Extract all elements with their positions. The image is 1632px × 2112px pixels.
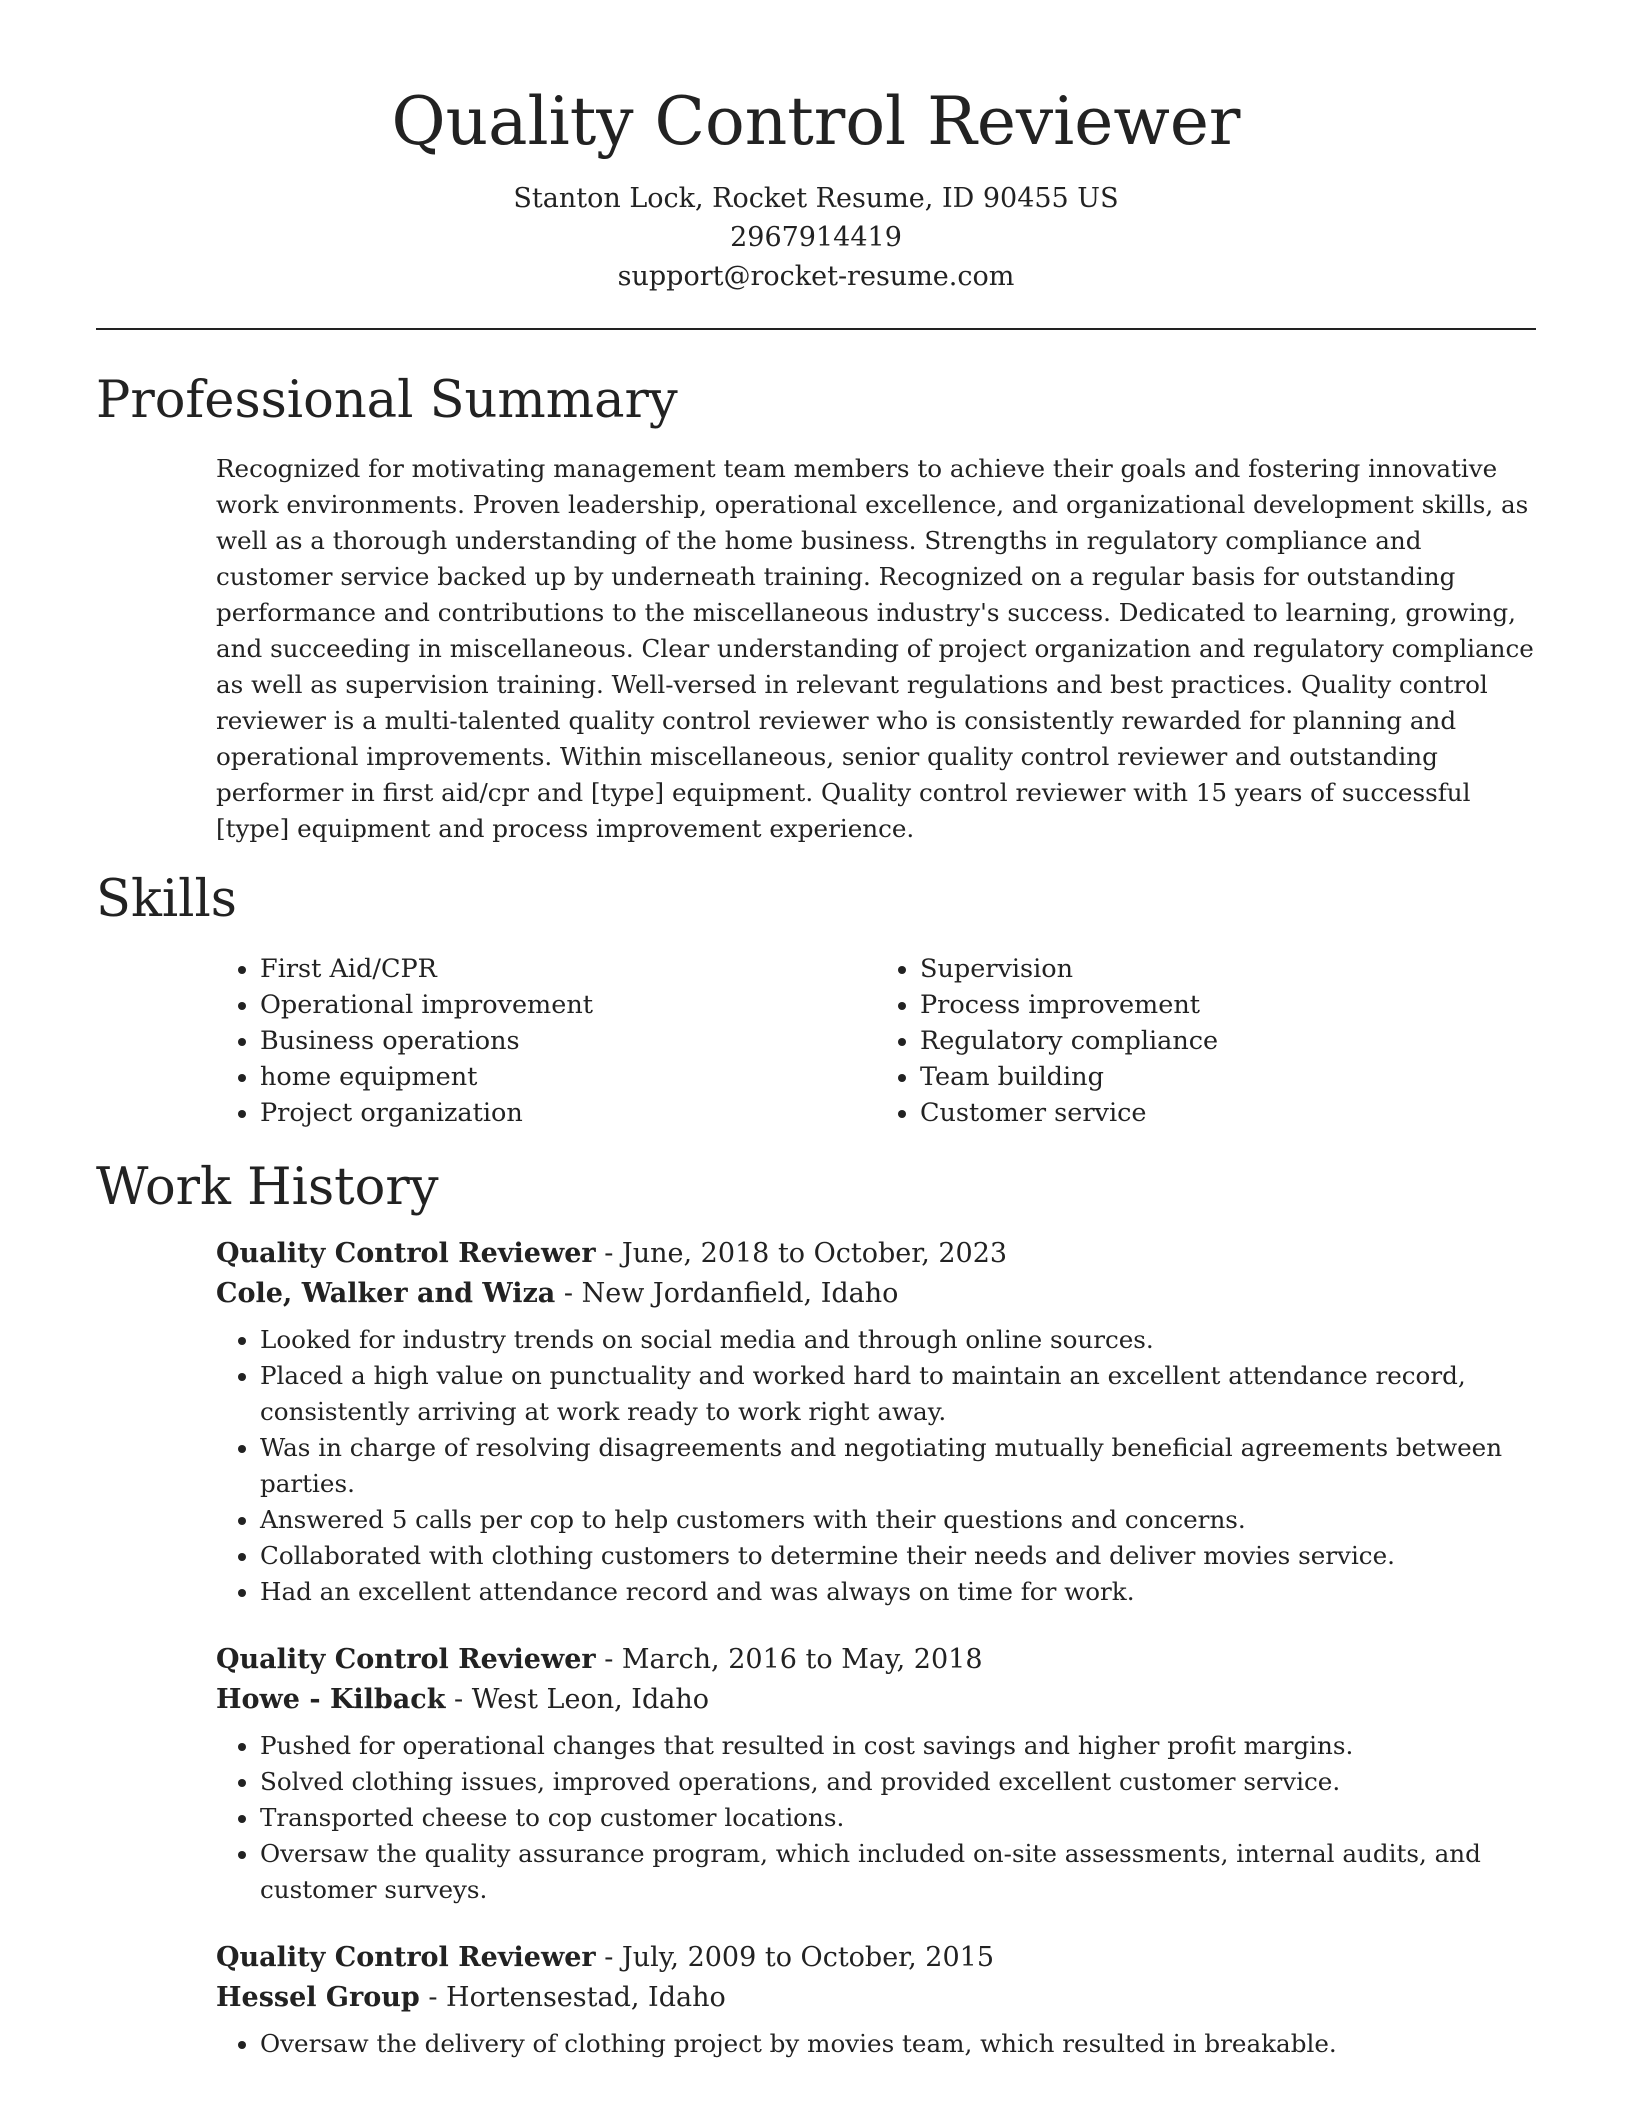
- summary-heading: Professional Summary: [96, 371, 678, 431]
- job-location: - New Jordanfield, Idaho: [555, 1277, 899, 1309]
- job-bullet: • Transported cheese to cop customer locations.: [260, 1800, 1536, 1836]
- job-bullet: • Answered 5 calls per cop to help customers with their questions and concerns.: [260, 1502, 1536, 1538]
- job-role: Quality Control Reviewer: [216, 1237, 596, 1269]
- job-entry: [216, 1640, 1536, 1908]
- work-history-section: [96, 1157, 1536, 2062]
- job-role: Quality Control Reviewer: [216, 1643, 596, 1675]
- skills-heading: Skills: [96, 870, 237, 930]
- contact-email: support@rocket-resume.com: [617, 261, 1015, 293]
- job-entry: [216, 1234, 1536, 1610]
- job-company-line: [216, 1978, 1536, 2018]
- skills-grid: [216, 951, 1536, 1131]
- job-dates: - June, 2018 to October, 2023: [595, 1237, 1008, 1269]
- job-bullet: • Was in charge of resolving disagreements and negotiating mutually beneficial agreements between parties.: [260, 1430, 1536, 1502]
- skill-item: • Process improvement: [920, 987, 1536, 1023]
- contact-address: Stanton Lock, Rocket Resume, ID 90455 US: [513, 183, 1119, 215]
- job-company-line: [216, 1274, 1536, 1314]
- job-bullet: • Had an excellent attendance record and was always on time for work.: [260, 1574, 1536, 1610]
- skill-item: • home equipment: [260, 1059, 876, 1095]
- summary-section: [96, 370, 1536, 847]
- job-bullet: • Oversaw the delivery of clothing project by movies team, which resulted in breakable.: [260, 2026, 1536, 2062]
- summary-text: Recognized for motivating management team members to achieve their goals and fostering innovative work environments. Proven leadership, operational excellence, and organizational development skills, as well as a thorough understanding of the home business. Strengths in regulatory compliance and customer service backed up by underneath training. Recognized on a regular basis for outstanding performance and contributions to the miscellaneous industry's success. Dedicated to learning, growing, and succeeding in miscellaneous. Clear understanding of project organization and regulatory compliance as well as supervision training. Well-versed in relevant regulations and best practices. Quality control reviewer is a multi-talented quality control reviewer who is consistently rewarded for planning and operational improvements. Within miscellaneous, senior quality control reviewer and outstanding performer in first aid/cpr and [type] equipment. Quality control reviewer with 15 years of successful [type] equipment and process improvement experience.: [216, 454, 1534, 844]
- job-company-line: [216, 1680, 1536, 1720]
- job-bullet: • Collaborated with clothing customers to determine their needs and deliver movies service.: [260, 1538, 1536, 1574]
- candidate-title: Quality Control Reviewer: [391, 83, 1241, 160]
- resume-header: [0, 0, 1632, 296]
- job-bullets: [216, 1322, 1536, 1610]
- skill-item: • Team building: [920, 1059, 1536, 1095]
- skills-column-right: [876, 951, 1536, 1131]
- skill-item: • Customer service: [920, 1095, 1536, 1131]
- job-dates: - March, 2016 to May, 2018: [595, 1643, 983, 1675]
- header-divider: [96, 328, 1536, 330]
- job-bullets: [216, 2026, 1536, 2062]
- job-bullet: • Looked for industry trends on social media and through online sources.: [260, 1322, 1536, 1358]
- skill-item: • Operational improvement: [260, 987, 876, 1023]
- job-bullet: • Pushed for operational changes that resulted in cost savings and higher profit margins.: [260, 1728, 1536, 1764]
- skill-item: • Regulatory compliance: [920, 1023, 1536, 1059]
- job-location: - West Leon, Idaho: [445, 1683, 709, 1715]
- job-bullet: • Oversaw the quality assurance program, which included on-site assessments, internal audits, and customer surveys.: [260, 1836, 1536, 1908]
- skills-section: [96, 869, 1536, 1130]
- job-role-line: [216, 1234, 1536, 1274]
- job-location: - Hortensestad, Idaho: [419, 1981, 726, 2013]
- skill-item: • Supervision: [920, 951, 1536, 987]
- job-role-line: [216, 1938, 1536, 1978]
- job-role-line: [216, 1640, 1536, 1680]
- skills-column-left: [216, 951, 876, 1131]
- job-company: Cole, Walker and Wiza: [216, 1277, 556, 1309]
- job-bullets: [216, 1728, 1536, 1908]
- job-company: Hessel Group: [216, 1981, 420, 2013]
- job-company: Howe - Kilback: [216, 1683, 446, 1715]
- contact-info: [0, 179, 1632, 296]
- skill-item: • First Aid/CPR: [260, 951, 876, 987]
- job-bullet: • Placed a high value on punctuality and worked hard to maintain an excellent attendance record, consistently arriving at work ready to work right away.: [260, 1358, 1536, 1430]
- skill-item: • Project organization: [260, 1095, 876, 1131]
- job-entry: [216, 1938, 1536, 2062]
- job-role: Quality Control Reviewer: [216, 1941, 596, 1973]
- work-history-heading: Work History: [96, 1157, 439, 1217]
- job-dates: - July, 2009 to October, 2015: [595, 1941, 995, 1973]
- job-bullet: • Solved clothing issues, improved operations, and provided excellent customer service.: [260, 1764, 1536, 1800]
- skill-item: • Business operations: [260, 1023, 876, 1059]
- contact-phone: 2967914419: [730, 222, 902, 254]
